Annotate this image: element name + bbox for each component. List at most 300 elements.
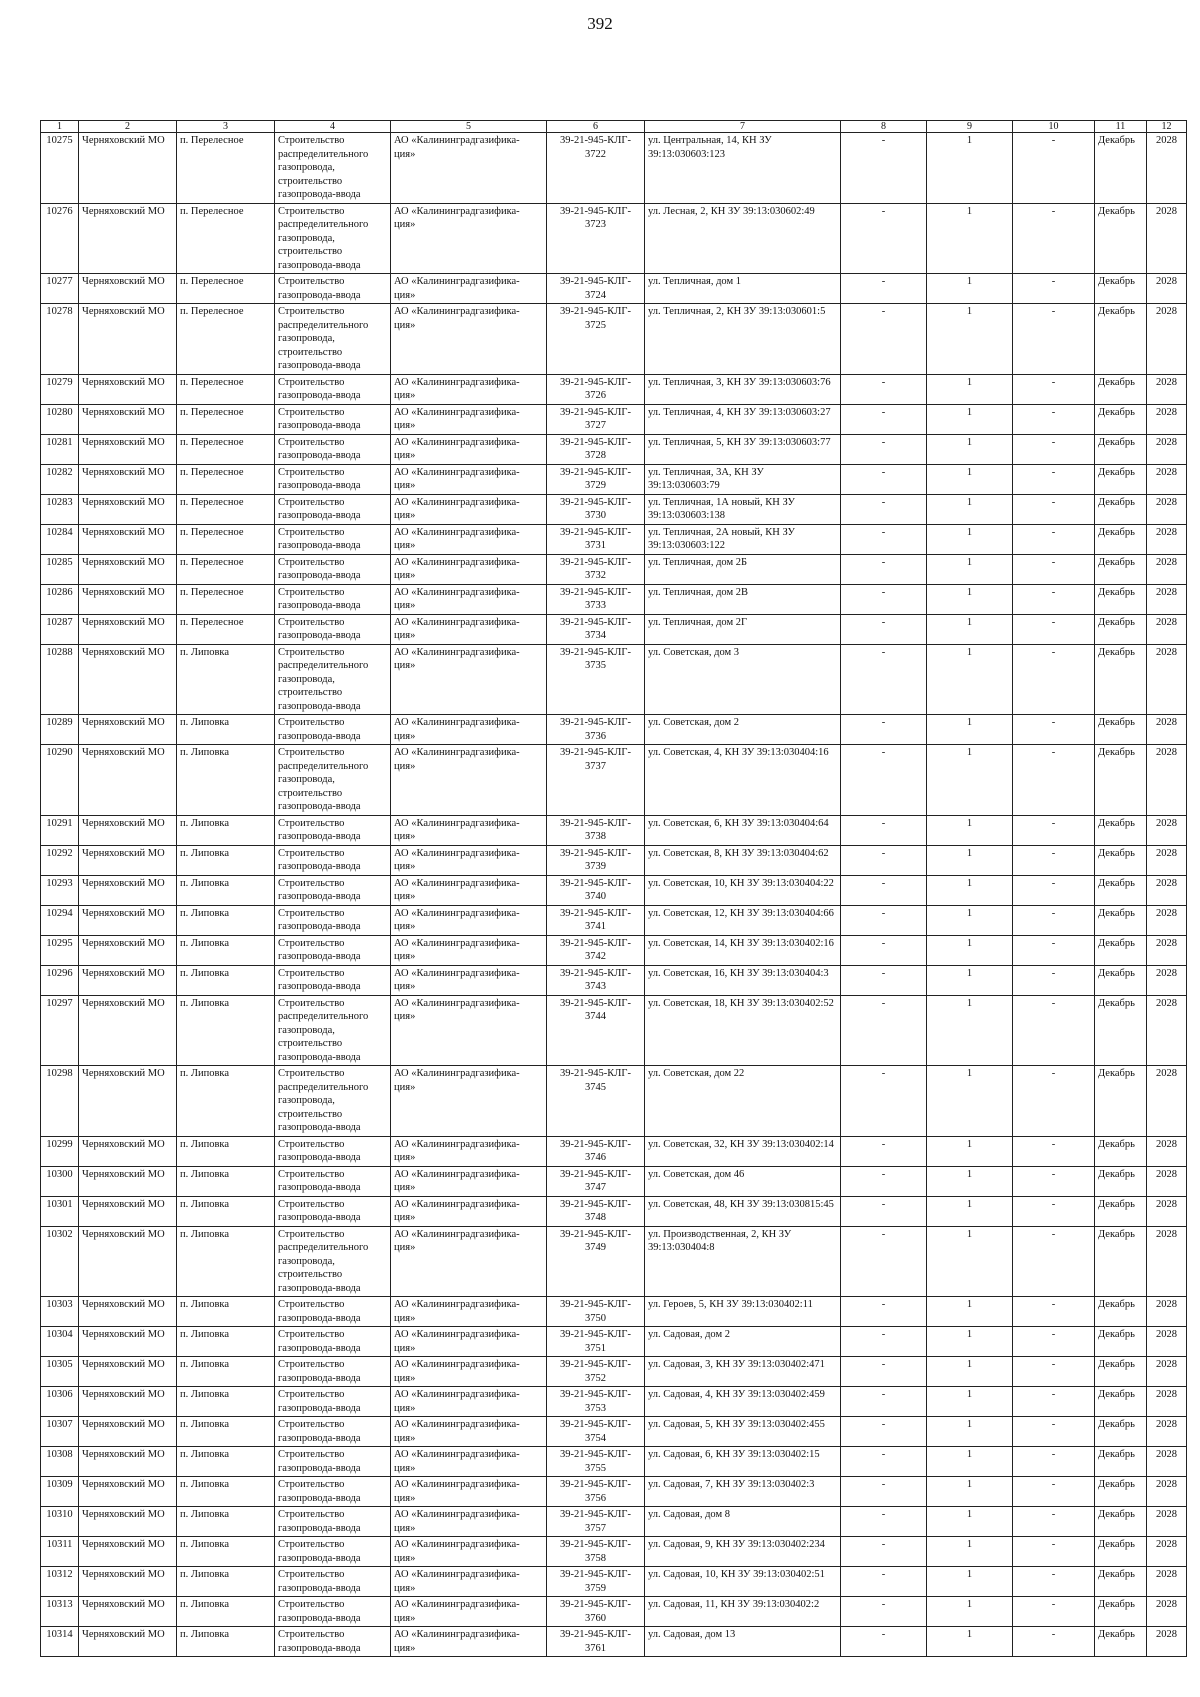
month-cell: Декабрь (1095, 965, 1147, 995)
object-code-cell: 39-21-945-КЛГ- 3761 (547, 1627, 645, 1657)
col10-cell: - (1013, 1357, 1095, 1387)
table-row (41, 1507, 1187, 1537)
municipality-cell: Черняховский МО (79, 745, 177, 816)
row-number: 10278 (41, 304, 79, 375)
table-row (41, 965, 1187, 995)
col8-cell: - (841, 524, 927, 554)
year-cell: 2028 (1147, 1166, 1187, 1196)
col10-cell: - (1013, 584, 1095, 614)
organization-cell: АО «Калининградгазифика- ция» (391, 434, 547, 464)
year-cell: 2028 (1147, 1297, 1187, 1327)
col9-cell: 1 (927, 494, 1013, 524)
month-cell: Декабрь (1095, 1477, 1147, 1507)
year-cell: 2028 (1147, 274, 1187, 304)
col8-cell: - (841, 274, 927, 304)
year-cell: 2028 (1147, 614, 1187, 644)
address-cell: ул. Тепличная, дом 2В (645, 584, 841, 614)
municipality-cell: Черняховский МО (79, 464, 177, 494)
col10-cell: - (1013, 935, 1095, 965)
col8-cell: - (841, 133, 927, 204)
municipality-cell: Черняховский МО (79, 133, 177, 204)
address-cell: ул. Садовая, 4, КН ЗУ 39:13:030402:459 (645, 1387, 841, 1417)
settlement-cell: п. Липовка (177, 1597, 275, 1627)
col9-cell: 1 (927, 1597, 1013, 1627)
organization-cell: АО «Калининградгазифика- ция» (391, 1387, 547, 1417)
object-code-cell: 39-21-945-КЛГ- 3751 (547, 1327, 645, 1357)
organization-cell: АО «Калининградгазифика- ция» (391, 965, 547, 995)
organization-cell: АО «Калининградгазифика- ция» (391, 1597, 547, 1627)
col8-cell: - (841, 1507, 927, 1537)
col9-cell: 1 (927, 133, 1013, 204)
object-code-cell: 39-21-945-КЛГ- 3724 (547, 274, 645, 304)
column-header: 11 (1095, 121, 1147, 133)
col8-cell: - (841, 1226, 927, 1297)
object-code-cell: 39-21-945-КЛГ- 3747 (547, 1166, 645, 1196)
organization-cell: АО «Калининградгазифика- ция» (391, 644, 547, 715)
col9-cell: 1 (927, 203, 1013, 274)
organization-cell: АО «Калининградгазифика- ция» (391, 1537, 547, 1567)
column-header: 6 (547, 121, 645, 133)
row-number: 10280 (41, 404, 79, 434)
col10-cell: - (1013, 995, 1095, 1066)
col10-cell: - (1013, 875, 1095, 905)
col10-cell: - (1013, 1537, 1095, 1567)
col9-cell: 1 (927, 1297, 1013, 1327)
table-row (41, 374, 1187, 404)
col10-cell: - (1013, 905, 1095, 935)
row-number: 10285 (41, 554, 79, 584)
object-code-cell: 39-21-945-КЛГ- 3750 (547, 1297, 645, 1327)
col9-cell: 1 (927, 845, 1013, 875)
municipality-cell: Черняховский МО (79, 995, 177, 1066)
year-cell: 2028 (1147, 905, 1187, 935)
organization-cell: АО «Калининградгазифика- ция» (391, 875, 547, 905)
work-type-cell: Строительство распределительного газопровода, строительство газопровода-ввода (275, 1066, 391, 1137)
row-number: 10283 (41, 494, 79, 524)
column-header: 3 (177, 121, 275, 133)
municipality-cell: Черняховский МО (79, 1166, 177, 1196)
object-code-cell: 39-21-945-КЛГ- 3744 (547, 995, 645, 1066)
address-cell: ул. Тепличная, дом 2Г (645, 614, 841, 644)
settlement-cell: п. Перелесное (177, 203, 275, 274)
month-cell: Декабрь (1095, 715, 1147, 745)
col10-cell: - (1013, 1597, 1095, 1627)
col10-cell: - (1013, 1226, 1095, 1297)
organization-cell: АО «Калининградгазифика- ция» (391, 274, 547, 304)
col10-cell: - (1013, 1507, 1095, 1537)
col8-cell: - (841, 965, 927, 995)
year-cell: 2028 (1147, 464, 1187, 494)
object-code-cell: 39-21-945-КЛГ- 3742 (547, 935, 645, 965)
work-type-cell: Строительство газопровода-ввода (275, 1357, 391, 1387)
address-cell: ул. Советская, 18, КН ЗУ 39:13:030402:52 (645, 995, 841, 1066)
address-cell: ул. Садовая, 3, КН ЗУ 39:13:030402:471 (645, 1357, 841, 1387)
col8-cell: - (841, 905, 927, 935)
settlement-cell: п. Липовка (177, 1417, 275, 1447)
organization-cell: АО «Калининградгазифика- ция» (391, 1447, 547, 1477)
object-code-cell: 39-21-945-КЛГ- 3738 (547, 815, 645, 845)
organization-cell: АО «Калининградгазифика- ция» (391, 1327, 547, 1357)
work-type-cell: Строительство газопровода-ввода (275, 905, 391, 935)
col10-cell: - (1013, 434, 1095, 464)
work-type-cell: Строительство газопровода-ввода (275, 1507, 391, 1537)
col8-cell: - (841, 584, 927, 614)
table-row (41, 1417, 1187, 1447)
col8-cell: - (841, 875, 927, 905)
month-cell: Декабрь (1095, 1297, 1147, 1327)
year-cell: 2028 (1147, 554, 1187, 584)
municipality-cell: Черняховский МО (79, 554, 177, 584)
row-number: 10293 (41, 875, 79, 905)
work-type-cell: Строительство газопровода-ввода (275, 1477, 391, 1507)
col10-cell: - (1013, 1447, 1095, 1477)
col8-cell: - (841, 935, 927, 965)
col8-cell: - (841, 1597, 927, 1627)
col10-cell: - (1013, 644, 1095, 715)
municipality-cell: Черняховский МО (79, 524, 177, 554)
col9-cell: 1 (927, 464, 1013, 494)
settlement-cell: п. Липовка (177, 715, 275, 745)
settlement-cell: п. Липовка (177, 965, 275, 995)
work-type-cell: Строительство газопровода-ввода (275, 1537, 391, 1567)
object-code-cell: 39-21-945-КЛГ- 3731 (547, 524, 645, 554)
row-number: 10313 (41, 1597, 79, 1627)
organization-cell: АО «Калининградгазифика- ция» (391, 133, 547, 204)
year-cell: 2028 (1147, 584, 1187, 614)
address-cell: ул. Тепличная, 3, КН ЗУ 39:13:030603:76 (645, 374, 841, 404)
row-number: 10314 (41, 1627, 79, 1657)
table-row (41, 1537, 1187, 1567)
month-cell: Декабрь (1095, 524, 1147, 554)
col9-cell: 1 (927, 745, 1013, 816)
table-row (41, 1567, 1187, 1597)
organization-cell: АО «Калининградгазифика- ция» (391, 1196, 547, 1226)
row-number: 10295 (41, 935, 79, 965)
row-number: 10304 (41, 1327, 79, 1357)
object-code-cell: 39-21-945-КЛГ- 3722 (547, 133, 645, 204)
month-cell: Декабрь (1095, 1567, 1147, 1597)
organization-cell: АО «Калининградгазифика- ция» (391, 1166, 547, 1196)
month-cell: Декабрь (1095, 1537, 1147, 1567)
col10-cell: - (1013, 1567, 1095, 1597)
work-type-cell: Строительство распределительного газопровода, строительство газопровода-ввода (275, 745, 391, 816)
table-row (41, 133, 1187, 204)
settlement-cell: п. Липовка (177, 1196, 275, 1226)
object-code-cell: 39-21-945-КЛГ- 3728 (547, 434, 645, 464)
address-cell: ул. Тепличная, 2А новый, КН ЗУ 39:13:030603:122 (645, 524, 841, 554)
settlement-cell: п. Липовка (177, 1507, 275, 1537)
settlement-cell: п. Перелесное (177, 464, 275, 494)
year-cell: 2028 (1147, 875, 1187, 905)
row-number: 10300 (41, 1166, 79, 1196)
col8-cell: - (841, 845, 927, 875)
month-cell: Декабрь (1095, 745, 1147, 816)
month-cell: Декабрь (1095, 644, 1147, 715)
table-row (41, 304, 1187, 375)
col9-cell: 1 (927, 1417, 1013, 1447)
work-type-cell: Строительство газопровода-ввода (275, 1387, 391, 1417)
year-cell: 2028 (1147, 1387, 1187, 1417)
year-cell: 2028 (1147, 745, 1187, 816)
table-row (41, 815, 1187, 845)
address-cell: ул. Тепличная, 2, КН ЗУ 39:13:030601:5 (645, 304, 841, 375)
organization-cell: АО «Калининградгазифика- ция» (391, 1136, 547, 1166)
year-cell: 2028 (1147, 1447, 1187, 1477)
settlement-cell: п. Перелесное (177, 404, 275, 434)
year-cell: 2028 (1147, 1417, 1187, 1447)
table-row (41, 434, 1187, 464)
row-number: 10310 (41, 1507, 79, 1537)
year-cell: 2028 (1147, 1477, 1187, 1507)
settlement-cell: п. Перелесное (177, 494, 275, 524)
address-cell: ул. Тепличная, 5, КН ЗУ 39:13:030603:77 (645, 434, 841, 464)
table-row (41, 1327, 1187, 1357)
municipality-cell: Черняховский МО (79, 274, 177, 304)
municipality-cell: Черняховский МО (79, 1417, 177, 1447)
work-type-cell: Строительство газопровода-ввода (275, 614, 391, 644)
year-cell: 2028 (1147, 1507, 1187, 1537)
organization-cell: АО «Калининградгазифика- ция» (391, 1297, 547, 1327)
municipality-cell: Черняховский МО (79, 1226, 177, 1297)
settlement-cell: п. Липовка (177, 1537, 275, 1567)
table-row (41, 614, 1187, 644)
col9-cell: 1 (927, 614, 1013, 644)
month-cell: Декабрь (1095, 434, 1147, 464)
year-cell: 2028 (1147, 1357, 1187, 1387)
work-type-cell: Строительство газопровода-ввода (275, 1196, 391, 1226)
year-cell: 2028 (1147, 1196, 1187, 1226)
column-header: 10 (1013, 121, 1095, 133)
address-cell: ул. Советская, 4, КН ЗУ 39:13:030404:16 (645, 745, 841, 816)
address-cell: ул. Садовая, дом 2 (645, 1327, 841, 1357)
municipality-cell: Черняховский МО (79, 845, 177, 875)
settlement-cell: п. Липовка (177, 1166, 275, 1196)
settlement-cell: п. Перелесное (177, 304, 275, 375)
year-cell: 2028 (1147, 935, 1187, 965)
year-cell: 2028 (1147, 304, 1187, 375)
table-row (41, 524, 1187, 554)
col9-cell: 1 (927, 1136, 1013, 1166)
col8-cell: - (841, 1136, 927, 1166)
organization-cell: АО «Калининградгазифика- ция» (391, 715, 547, 745)
col10-cell: - (1013, 203, 1095, 274)
col8-cell: - (841, 644, 927, 715)
col8-cell: - (841, 995, 927, 1066)
object-code-cell: 39-21-945-КЛГ- 3736 (547, 715, 645, 745)
object-code-cell: 39-21-945-КЛГ- 3756 (547, 1477, 645, 1507)
col9-cell: 1 (927, 1447, 1013, 1477)
year-cell: 2028 (1147, 494, 1187, 524)
row-number: 10299 (41, 1136, 79, 1166)
col10-cell: - (1013, 1387, 1095, 1417)
address-cell: ул. Садовая, 5, КН ЗУ 39:13:030402:455 (645, 1417, 841, 1447)
settlement-cell: п. Перелесное (177, 554, 275, 584)
month-cell: Декабрь (1095, 404, 1147, 434)
row-number: 10301 (41, 1196, 79, 1226)
table-row (41, 1226, 1187, 1297)
col9-cell: 1 (927, 1357, 1013, 1387)
settlement-cell: п. Перелесное (177, 374, 275, 404)
work-type-cell: Строительство газопровода-ввода (275, 1447, 391, 1477)
month-cell: Декабрь (1095, 905, 1147, 935)
municipality-cell: Черняховский МО (79, 965, 177, 995)
municipality-cell: Черняховский МО (79, 1357, 177, 1387)
settlement-cell: п. Липовка (177, 1327, 275, 1357)
object-code-cell: 39-21-945-КЛГ- 3753 (547, 1387, 645, 1417)
col8-cell: - (841, 1196, 927, 1226)
work-type-cell: Строительство газопровода-ввода (275, 935, 391, 965)
year-cell: 2028 (1147, 203, 1187, 274)
object-code-cell: 39-21-945-КЛГ- 3758 (547, 1537, 645, 1567)
address-cell: ул. Садовая, 9, КН ЗУ 39:13:030402:234 (645, 1537, 841, 1567)
month-cell: Декабрь (1095, 494, 1147, 524)
settlement-cell: п. Перелесное (177, 524, 275, 554)
col8-cell: - (841, 1417, 927, 1447)
organization-cell: АО «Калининградгазифика- ция» (391, 374, 547, 404)
year-cell: 2028 (1147, 1066, 1187, 1137)
municipality-cell: Черняховский МО (79, 1447, 177, 1477)
month-cell: Декабрь (1095, 1507, 1147, 1537)
object-code-cell: 39-21-945-КЛГ- 3755 (547, 1447, 645, 1477)
work-type-cell: Строительство газопровода-ввода (275, 715, 391, 745)
object-code-cell: 39-21-945-КЛГ- 3730 (547, 494, 645, 524)
col8-cell: - (841, 1477, 927, 1507)
year-cell: 2028 (1147, 1226, 1187, 1297)
col10-cell: - (1013, 1297, 1095, 1327)
year-cell: 2028 (1147, 1597, 1187, 1627)
col10-cell: - (1013, 845, 1095, 875)
settlement-cell: п. Перелесное (177, 274, 275, 304)
year-cell: 2028 (1147, 1627, 1187, 1657)
col8-cell: - (841, 464, 927, 494)
col9-cell: 1 (927, 644, 1013, 715)
address-cell: ул. Садовая, дом 8 (645, 1507, 841, 1537)
municipality-cell: Черняховский МО (79, 875, 177, 905)
col9-cell: 1 (927, 1627, 1013, 1657)
row-number: 10290 (41, 745, 79, 816)
municipality-cell: Черняховский МО (79, 374, 177, 404)
address-cell: ул. Советская, 6, КН ЗУ 39:13:030404:64 (645, 815, 841, 845)
row-number: 10282 (41, 464, 79, 494)
work-type-cell: Строительство газопровода-ввода (275, 815, 391, 845)
year-cell: 2028 (1147, 404, 1187, 434)
organization-cell: АО «Калининградгазифика- ция» (391, 524, 547, 554)
organization-cell: АО «Калининградгазифика- ция» (391, 845, 547, 875)
settlement-cell: п. Липовка (177, 1447, 275, 1477)
month-cell: Декабрь (1095, 203, 1147, 274)
address-cell: ул. Тепличная, дом 2Б (645, 554, 841, 584)
col8-cell: - (841, 745, 927, 816)
table-row (41, 494, 1187, 524)
table-row (41, 1597, 1187, 1627)
col8-cell: - (841, 1567, 927, 1597)
month-cell: Декабрь (1095, 133, 1147, 204)
year-cell: 2028 (1147, 133, 1187, 204)
work-type-cell: Строительство газопровода-ввода (275, 1136, 391, 1166)
col9-cell: 1 (927, 524, 1013, 554)
col10-cell: - (1013, 745, 1095, 816)
address-cell: ул. Советская, дом 3 (645, 644, 841, 715)
month-cell: Декабрь (1095, 1387, 1147, 1417)
table-row (41, 905, 1187, 935)
year-cell: 2028 (1147, 715, 1187, 745)
header-row (41, 121, 1187, 133)
year-cell: 2028 (1147, 524, 1187, 554)
object-code-cell: 39-21-945-КЛГ- 3732 (547, 554, 645, 584)
work-type-cell: Строительство газопровода-ввода (275, 1417, 391, 1447)
month-cell: Декабрь (1095, 554, 1147, 584)
object-code-cell: 39-21-945-КЛГ- 3746 (547, 1136, 645, 1166)
col9-cell: 1 (927, 584, 1013, 614)
settlement-cell: п. Липовка (177, 644, 275, 715)
municipality-cell: Черняховский МО (79, 815, 177, 845)
row-number: 10302 (41, 1226, 79, 1297)
col9-cell: 1 (927, 1477, 1013, 1507)
table-row (41, 1447, 1187, 1477)
column-header: 2 (79, 121, 177, 133)
address-cell: ул. Лесная, 2, КН ЗУ 39:13:030602:49 (645, 203, 841, 274)
month-cell: Декабрь (1095, 464, 1147, 494)
table-row (41, 715, 1187, 745)
col8-cell: - (841, 1066, 927, 1137)
row-number: 10286 (41, 584, 79, 614)
year-cell: 2028 (1147, 965, 1187, 995)
municipality-cell: Черняховский МО (79, 1196, 177, 1226)
row-number: 10308 (41, 1447, 79, 1477)
settlement-cell: п. Липовка (177, 935, 275, 965)
table-row (41, 1477, 1187, 1507)
month-cell: Декабрь (1095, 1327, 1147, 1357)
col10-cell: - (1013, 1627, 1095, 1657)
col8-cell: - (841, 1357, 927, 1387)
work-type-cell: Строительство газопровода-ввода (275, 524, 391, 554)
col9-cell: 1 (927, 274, 1013, 304)
municipality-cell: Черняховский МО (79, 1537, 177, 1567)
municipality-cell: Черняховский МО (79, 404, 177, 434)
work-type-cell: Строительство газопровода-ввода (275, 1597, 391, 1627)
col8-cell: - (841, 434, 927, 464)
year-cell: 2028 (1147, 1136, 1187, 1166)
settlement-cell: п. Липовка (177, 995, 275, 1066)
col10-cell: - (1013, 1477, 1095, 1507)
col9-cell: 1 (927, 404, 1013, 434)
col10-cell: - (1013, 1327, 1095, 1357)
organization-cell: АО «Калининградгазифика- ция» (391, 464, 547, 494)
settlement-cell: п. Липовка (177, 1627, 275, 1657)
address-cell: ул. Тепличная, 3А, КН ЗУ 39:13:030603:79 (645, 464, 841, 494)
col10-cell: - (1013, 1417, 1095, 1447)
municipality-cell: Черняховский МО (79, 1627, 177, 1657)
organization-cell: АО «Калининградгазифика- ция» (391, 815, 547, 845)
settlement-cell: п. Липовка (177, 1477, 275, 1507)
col10-cell: - (1013, 374, 1095, 404)
month-cell: Декабрь (1095, 845, 1147, 875)
address-cell: ул. Советская, 16, КН ЗУ 39:13:030404:3 (645, 965, 841, 995)
settlement-cell: п. Липовка (177, 1357, 275, 1387)
year-cell: 2028 (1147, 845, 1187, 875)
work-type-cell: Строительство газопровода-ввода (275, 875, 391, 905)
settlement-cell: п. Липовка (177, 745, 275, 816)
row-number: 10284 (41, 524, 79, 554)
address-cell: ул. Центральная, 14, КН ЗУ 39:13:030603:123 (645, 133, 841, 204)
work-type-cell: Строительство газопровода-ввода (275, 584, 391, 614)
month-cell: Декабрь (1095, 1066, 1147, 1137)
municipality-cell: Черняховский МО (79, 1477, 177, 1507)
organization-cell: АО «Калининградгазифика- ция» (391, 554, 547, 584)
row-number: 10276 (41, 203, 79, 274)
municipality-cell: Черняховский МО (79, 1507, 177, 1537)
row-number: 10305 (41, 1357, 79, 1387)
